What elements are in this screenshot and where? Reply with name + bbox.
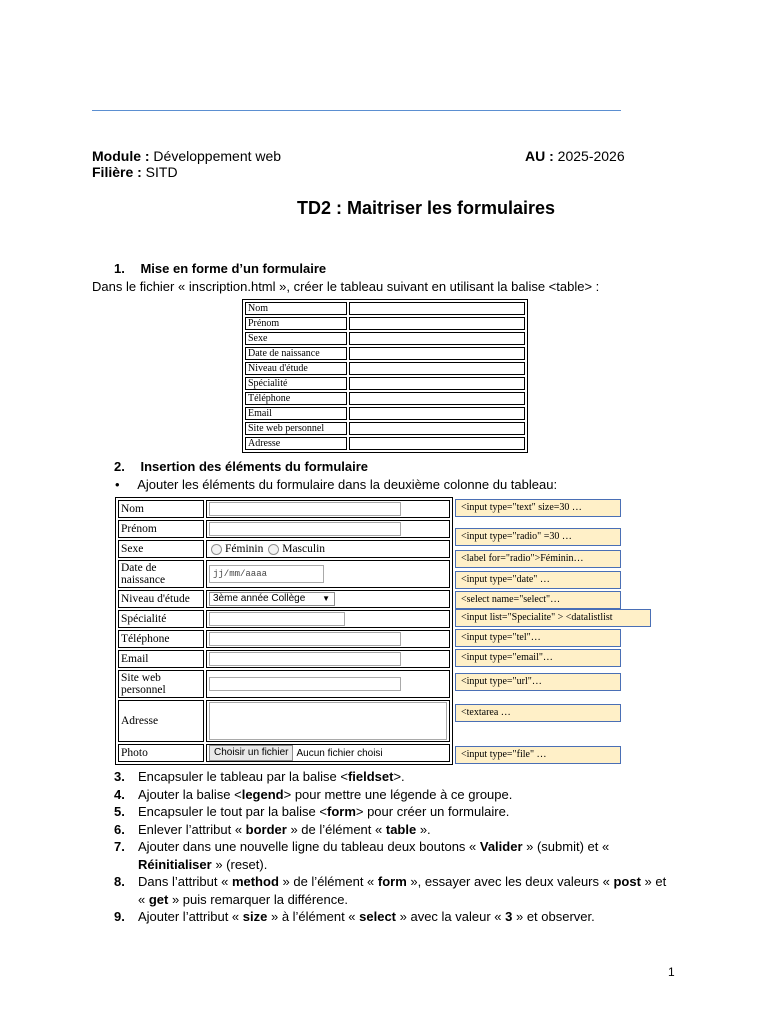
step-keyword: form [326,804,356,819]
table-row [245,332,525,345]
table-row [118,630,450,648]
step-text: Ajouter l’attribut « [138,909,243,924]
specialite-input[interactable] [209,612,345,626]
table-cell-empty [349,302,525,315]
label-site: Site web personnel [118,670,204,698]
radio-feminin[interactable] [211,544,222,555]
table-row [118,590,450,608]
email-input[interactable] [209,652,401,666]
annotation-text: <input type="text" size=30 … [455,499,621,517]
table-row [245,377,525,390]
annotation-label: <label for="radio">Féminin… [455,550,621,568]
step-text: » avec la valeur « [396,909,506,924]
label-niveau: Niveau d'étude [118,590,204,608]
annotation-email: <input type="email"… [455,649,621,667]
step-text: » et « [138,874,667,907]
step-text: Encapsuler le tableau par la balise < [138,769,348,784]
table-cell-label: Prénom [245,317,347,330]
radio-feminin-label: Féminin [225,543,264,555]
table-cell-empty [349,422,525,435]
table-row [118,500,450,518]
telephone-input[interactable] [209,632,401,646]
filiere-line: Filière : SITD [92,164,178,180]
step-keyword: method [231,874,279,889]
date-input[interactable]: jj/mm/aaaa [209,565,324,583]
step-text: » puis remarquer la différence. [168,891,349,907]
table-cell-label: Spécialité [245,377,347,390]
step-text: Dans l’attribut « [138,874,232,889]
table-row [118,520,450,538]
annotation-datalist: <input list="Specialite" > <datalistlist [455,609,651,627]
list-item [114,768,674,786]
annotation-url: <input type="url"… [455,673,621,691]
reference-table [242,299,528,453]
header-rule [92,110,621,111]
step-text: > pour mettre une légende à ce groupe. [283,786,513,802]
table-cell-empty [349,362,525,375]
table-cell-label: Nom [245,302,347,315]
table-cell-empty [349,377,525,390]
step-keyword: Valider [479,839,523,854]
table-cell-empty [349,332,525,345]
table-cell-empty [349,392,525,405]
table-row [245,407,525,420]
table-row [118,540,450,558]
table-row [245,362,525,375]
label-telephone: Téléphone [118,630,204,648]
label-sexe: Sexe [118,540,204,558]
section1-heading: 1. Mise en forme d’un formulaire [114,261,327,276]
step-number: 4. [114,786,125,802]
list-item [114,873,674,908]
table-row [245,347,525,360]
table-cell-label: Sexe [245,332,347,345]
step-keyword: border [245,821,287,837]
table-row [118,670,450,698]
table-row [118,560,450,588]
table-row [245,392,525,405]
steps-list [114,768,674,926]
step-number: 5. [114,804,125,819]
chevron-down-icon: ▼ [322,594,330,603]
au-line: AU : 2025-2026 [525,148,625,164]
step-keyword: table [385,821,417,837]
form-table [115,497,453,765]
step-text: » de l’élément « [278,874,378,889]
step-keyword: legend [241,786,284,802]
table-cell-label: Date de naissance [245,347,347,360]
table-row [245,437,525,450]
step-text: >. [393,769,405,784]
step-keyword: Réinitialiser [138,856,212,872]
section2-heading: 2. Insertion des éléments du formulaire [114,459,369,474]
prenom-input[interactable] [209,522,401,536]
step-text: Encapsuler le tout par la balise < [138,804,327,819]
table-row [118,744,450,762]
step-text: > pour créer un formulaire. [355,804,510,819]
niveau-select[interactable]: 3ème année Collège ▼ [209,592,335,606]
label-adresse: Adresse [118,700,204,742]
label-photo: Photo [118,744,204,762]
section1-text: Dans le fichier « inscription.html », créer le tableau suivant en utilisant la balise <table> : [92,279,600,294]
step-keyword: fieldset [347,769,394,784]
annotation-select: <select name="select"… [455,591,621,609]
label-email: Email [118,650,204,668]
table-cell-label: Niveau d'étude [245,362,347,375]
step-number: 7. [114,839,125,854]
table-cell-label: Site web personnel [245,422,347,435]
table-row [245,302,525,315]
step-text: Enlever l’attribut « [138,821,246,837]
list-item [114,821,674,839]
table-row [118,650,450,668]
table-cell-empty [349,407,525,420]
step-number: 6. [114,821,125,837]
radio-masculin[interactable] [268,544,279,555]
step-keyword: select [359,909,397,924]
table-row [245,317,525,330]
file-status: Aucun fichier choisi [296,747,383,759]
step-text: » et observer. [512,909,595,924]
page-title: TD2 : Maitriser les formulaires [296,198,556,218]
file-button[interactable]: Choisir un fichier [209,745,293,761]
doc-meta [92,148,652,180]
module-line: Module : Développement web [92,148,282,164]
list-item [114,908,674,926]
page-number: 1 [668,965,675,979]
step-keyword: form [377,874,407,889]
step-text: » (submit) et « [522,839,610,854]
table-cell-empty [349,437,525,450]
step-text: » de l’élément « [286,821,386,837]
step-keyword: post [613,874,641,889]
table-cell-label: Téléphone [245,392,347,405]
step-number: 9. [114,909,125,924]
table-cell-label: Adresse [245,437,347,450]
step-number: 8. [114,874,125,889]
annotation-textarea: <textarea … [455,704,621,722]
annotation-date: <input type="date" … [455,571,621,589]
step-keyword: 3 [505,909,513,924]
label-nom: Nom [118,500,204,518]
site-input[interactable] [209,677,401,691]
table-cell-empty [349,317,525,330]
list-item [114,838,674,873]
annotation-tel: <input type="tel"… [455,629,621,647]
table-row [118,700,450,742]
radio-masculin-label: Masculin [282,543,326,555]
step-text: Ajouter la balise < [138,786,242,802]
table-row [118,610,450,628]
step-text: », essayer avec les deux valeurs « [406,874,614,889]
table-cell-label: Email [245,407,347,420]
label-specialite: Spécialité [118,610,204,628]
annotation-radio: <input type="radio" =30 … [455,528,621,546]
step-keyword: size [242,909,268,924]
annotation-file: <input type="file" … [455,746,621,764]
step-keyword: get [148,891,169,907]
adresse-textarea[interactable] [209,702,447,740]
nom-input[interactable] [209,502,401,516]
step-text: » (reset). [211,856,268,872]
section2-bullet-text: • Ajouter les éléments du formulaire dans la deuxième colonne du tableau: [115,477,558,492]
list-item [114,803,674,821]
table-cell-empty [349,347,525,360]
table-row [245,422,525,435]
step-text: ». [416,821,431,837]
step-number: 3. [114,769,125,784]
step-text: » à l’élément « [267,909,360,924]
list-item [114,786,674,804]
label-date: Date de naissance [118,560,204,588]
label-prenom: Prénom [118,520,204,538]
step-text: Ajouter dans une nouvelle ligne du tableau deux boutons « [138,839,480,854]
